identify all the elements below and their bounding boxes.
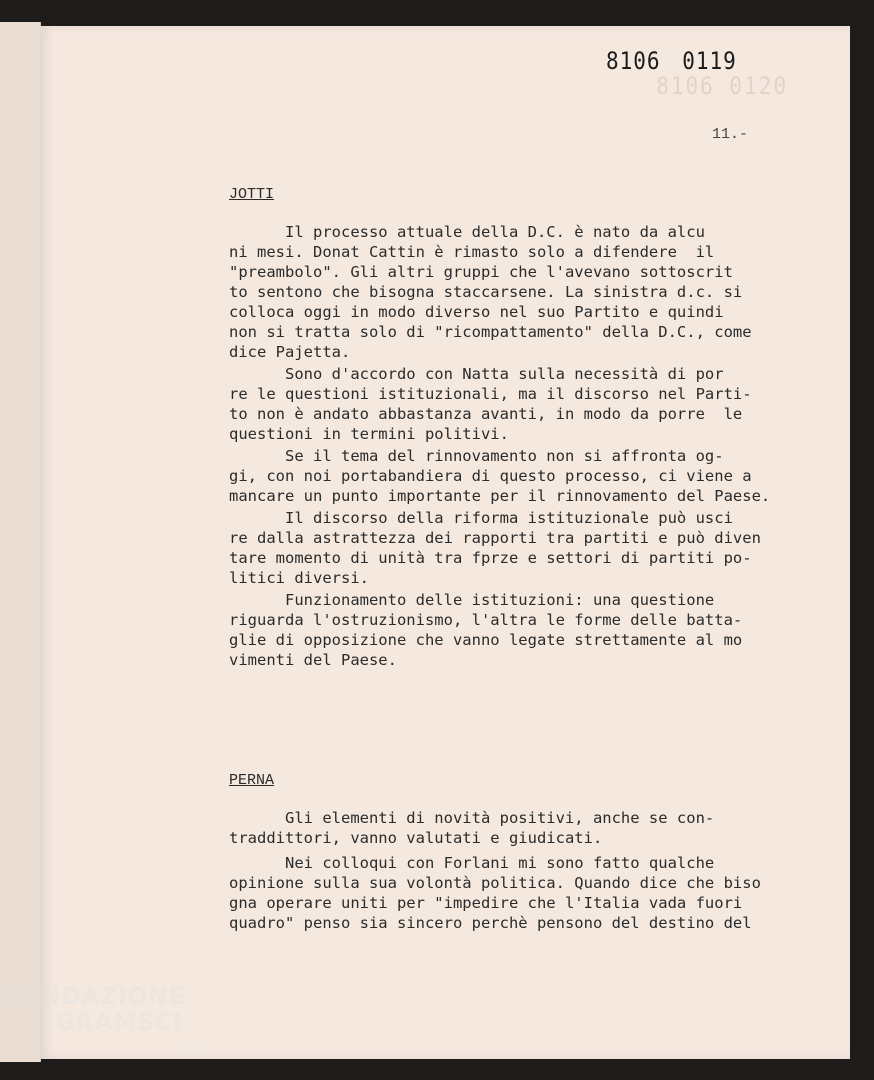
paragraph: Gli elementi di novità positivi, anche se con- traddittori, vanno valutati e giudicati. xyxy=(229,809,715,847)
speaker-heading-perna: PERNA xyxy=(229,772,275,789)
page-number: 11.- xyxy=(712,126,749,143)
watermark-line-1: FONDAZIONE xyxy=(4,984,186,1010)
adjacent-page-edge xyxy=(0,22,41,1062)
paragraph: Il processo attuale della D.C. è nato da alcu ni mesi. Donat Cattin è rimasto solo a difendere il "preambolo". Gli altri gruppi che l'avevano sottoscrit to sentono che bisogna staccarsene. La sinistra d.c. si colloca oggi in modo diverso nel suo Partito e quindi non si tratta solo di "ricompattamento" della D.C., come dice Pajetta. xyxy=(229,223,752,361)
paragraph: Il discorso della riforma istituzionale può usci re dalla astrattezza dei rapporti tra partiti e può diven tare momento di unità tra fprze e settori di partiti po- litici diversi. xyxy=(229,509,761,587)
paragraph: Funzionamento delle istituzioni: una questione riguarda l'ostruzionismo, l'altra le forme delle batta- glie di opposizione che vanno legate strettamente al mo vimenti del Paese. xyxy=(229,591,743,669)
watermark-line-3: onlus xyxy=(176,1041,208,1052)
fondazione-gramsci-watermark xyxy=(4,984,208,1060)
paragraph: Sono d'accordo con Natta sulla necessità di por re le questioni istituzionali, ma il discorso nel Parti- to non è andato abbastanza avanti, in modo da porre le questioni in termini politivi. xyxy=(229,365,752,443)
speaker-heading-jotti: JOTTI xyxy=(229,186,275,203)
document-number-stamp: 8106 0119 xyxy=(606,47,737,75)
paragraph: Nei colloqui con Forlani mi sono fatto qualche opinione sulla sua volontà politica. Quando dice che biso gna operare uniti per "impedire che l'Italia vada fuori quadro" penso sia sincero perchè pensono del destino del xyxy=(229,854,761,932)
watermark-line-2: GRAMSCI xyxy=(56,1010,183,1036)
bleed-through-number: 8106 0120 xyxy=(656,72,788,100)
paragraph: Se il tema del rinnovamento non si affronta og- gi, con noi portabandiera di questo processo, ci viene a mancare un punto importante per il rinnovamento del Paese. xyxy=(229,447,771,505)
document-page xyxy=(40,26,850,1059)
